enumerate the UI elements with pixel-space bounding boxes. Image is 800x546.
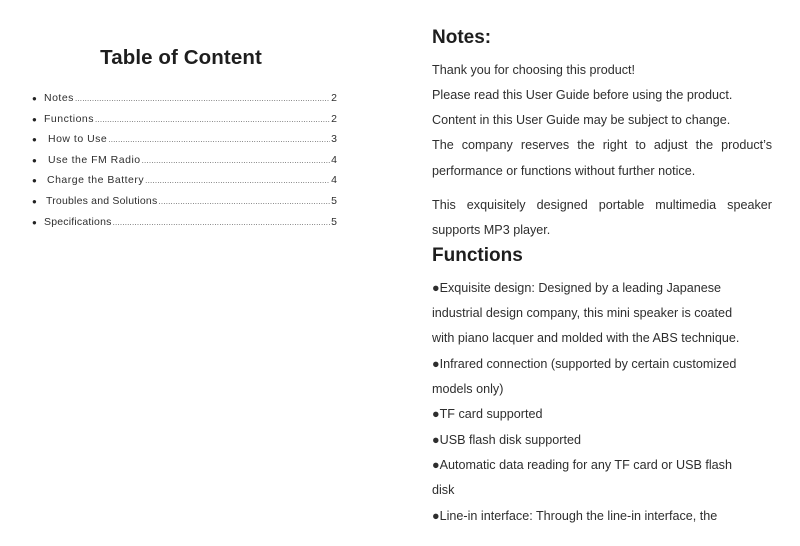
toc-entry-label: How to Use — [48, 133, 108, 146]
toc-entry-page: 5 — [331, 194, 337, 207]
notes-line: Thank you for choosing this product! — [432, 63, 636, 77]
toc-entry-troubles[interactable] — [32, 195, 337, 216]
functions-line: ●Automatic data reading for any TF card or USB flash — [432, 458, 732, 472]
functions-line: ●Line-in interface: Through the line-in interface, the — [432, 509, 718, 523]
bullet-icon: ● — [32, 176, 37, 186]
toc-leader-dots — [142, 156, 331, 165]
functions-heading: Functions — [432, 245, 523, 266]
functions-line: disk — [432, 483, 455, 497]
toc-leader-dots — [113, 218, 331, 227]
functions-line: with piano lacquer and molded with the ABS technique. — [432, 331, 740, 345]
notes-line: Please read this User Guide before using the product. — [432, 88, 733, 102]
toc-list — [32, 92, 337, 236]
notes-line: The company reserves the right to adjust the product’s — [432, 138, 772, 152]
toc-leader-dots — [145, 176, 330, 185]
toc-entry-functions[interactable] — [32, 113, 337, 134]
toc-leader-dots — [75, 94, 330, 103]
functions-line: ●Exquisite design: Designed by a leading Japanese — [432, 281, 722, 295]
bullet-icon: ● — [32, 196, 37, 206]
notes-line: This exquisitely designed portable multimedia speaker — [432, 198, 772, 212]
toc-entry-label: Specifications — [44, 215, 112, 228]
right-page — [400, 0, 800, 546]
toc-leader-dots — [158, 197, 330, 206]
bullet-icon: ● — [32, 155, 37, 165]
toc-entry-label: Notes — [44, 92, 74, 104]
functions-line: models only) — [432, 382, 504, 396]
toc-entry-page: 5 — [331, 215, 337, 228]
toc-entry-label: Use the FM Radio — [48, 153, 141, 166]
bullet-icon: ● — [32, 217, 37, 227]
toc-entry-how-to-use[interactable] — [32, 133, 337, 154]
functions-line: ●Infrared connection (supported by certain customized — [432, 357, 737, 371]
notes-line: Content in this User Guide may be subject to change. — [432, 113, 731, 127]
toc-entry-page: 4 — [331, 153, 337, 166]
notes-line: performance or functions without further notice. — [432, 164, 696, 178]
toc-entry-notes[interactable] — [32, 92, 337, 113]
toc-entry-fm-radio[interactable] — [32, 154, 337, 175]
bullet-icon: ● — [32, 114, 37, 124]
notes-heading: Notes: — [432, 27, 492, 48]
functions-line: ●TF card supported — [432, 407, 543, 421]
toc-entry-page: 2 — [331, 92, 337, 104]
functions-line: industrial design company, this mini speaker is coated — [432, 306, 733, 320]
toc-title: Table of Content — [100, 46, 262, 69]
notes-line: supports MP3 player. — [432, 223, 551, 237]
toc-entry-page: 3 — [331, 133, 337, 146]
functions-line: ●USB flash disk supported — [432, 433, 582, 447]
bullet-icon: ● — [32, 94, 37, 103]
toc-leader-dots — [108, 135, 330, 144]
toc-entry-label: Troubles and Solutions — [46, 194, 158, 207]
toc-entry-label: Functions — [44, 112, 95, 125]
toc-entry-specifications[interactable] — [32, 216, 337, 237]
toc-entry-charge-battery[interactable] — [32, 174, 337, 195]
toc-entry-page: 2 — [331, 112, 337, 125]
bullet-icon: ● — [32, 135, 37, 145]
toc-entry-label: Charge the Battery — [47, 174, 145, 187]
toc-leader-dots — [95, 115, 330, 124]
toc-entry-page: 4 — [331, 174, 337, 187]
